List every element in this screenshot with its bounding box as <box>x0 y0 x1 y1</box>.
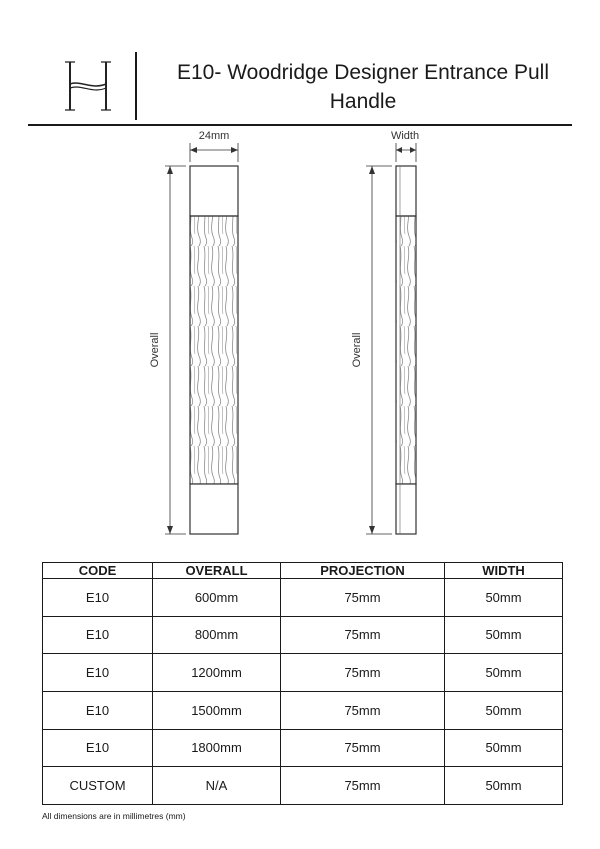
cell-code: CUSTOM <box>43 767 153 805</box>
table-row <box>43 616 563 654</box>
cell-overall: 1200mm <box>153 654 281 692</box>
cell-overall: 1800mm <box>153 729 281 767</box>
cell-width: 50mm <box>445 654 563 692</box>
header-divider <box>135 52 137 120</box>
cell-width: 50mm <box>445 691 563 729</box>
cell-code: E10 <box>43 691 153 729</box>
footnote: All dimensions are in millimetres (mm) <box>42 811 186 821</box>
cell-overall: N/A <box>153 767 281 805</box>
cell-code: E10 <box>43 579 153 617</box>
cell-projection: 75mm <box>281 654 445 692</box>
handle-drawing <box>140 126 440 546</box>
front-handle-wood <box>190 216 238 484</box>
cell-width: 50mm <box>445 767 563 805</box>
cell-code: E10 <box>43 616 153 654</box>
cell-overall: 1500mm <box>153 691 281 729</box>
side-handle-wood <box>396 216 416 484</box>
table-row <box>43 654 563 692</box>
side-width-label: Width <box>390 130 420 142</box>
cell-width: 50mm <box>445 616 563 654</box>
header-projection: PROJECTION <box>281 563 445 579</box>
front-width-label: 24mm <box>198 130 230 142</box>
cell-projection: 75mm <box>281 691 445 729</box>
page-title: E10- Woodridge Designer Entrance Pull Handle <box>177 61 549 113</box>
cell-projection: 75mm <box>281 579 445 617</box>
side-handle-bottom-cap <box>396 484 416 534</box>
header-overall: OVERALL <box>153 563 281 579</box>
cell-projection: 75mm <box>281 729 445 767</box>
cell-code: E10 <box>43 729 153 767</box>
table-row <box>43 579 563 617</box>
cell-width: 50mm <box>445 729 563 767</box>
cell-width: 50mm <box>445 579 563 617</box>
header-code: CODE <box>43 563 153 579</box>
spec-table <box>42 562 563 805</box>
cell-projection: 75mm <box>281 616 445 654</box>
table-row <box>43 729 563 767</box>
h-monogram-icon <box>62 58 114 114</box>
side-handle-top-cap <box>396 166 416 216</box>
table-header-row <box>43 563 563 579</box>
header-width: WIDTH <box>445 563 563 579</box>
table-row <box>43 767 563 805</box>
cell-code: E10 <box>43 654 153 692</box>
cell-overall: 600mm <box>153 579 281 617</box>
table-row <box>43 691 563 729</box>
front-height-label: Overall <box>149 332 161 368</box>
side-height-label: Overall <box>351 332 363 368</box>
front-handle-bottom-cap <box>190 484 238 534</box>
cell-projection: 75mm <box>281 767 445 805</box>
cell-overall: 800mm <box>153 616 281 654</box>
front-handle-top-cap <box>190 166 238 216</box>
